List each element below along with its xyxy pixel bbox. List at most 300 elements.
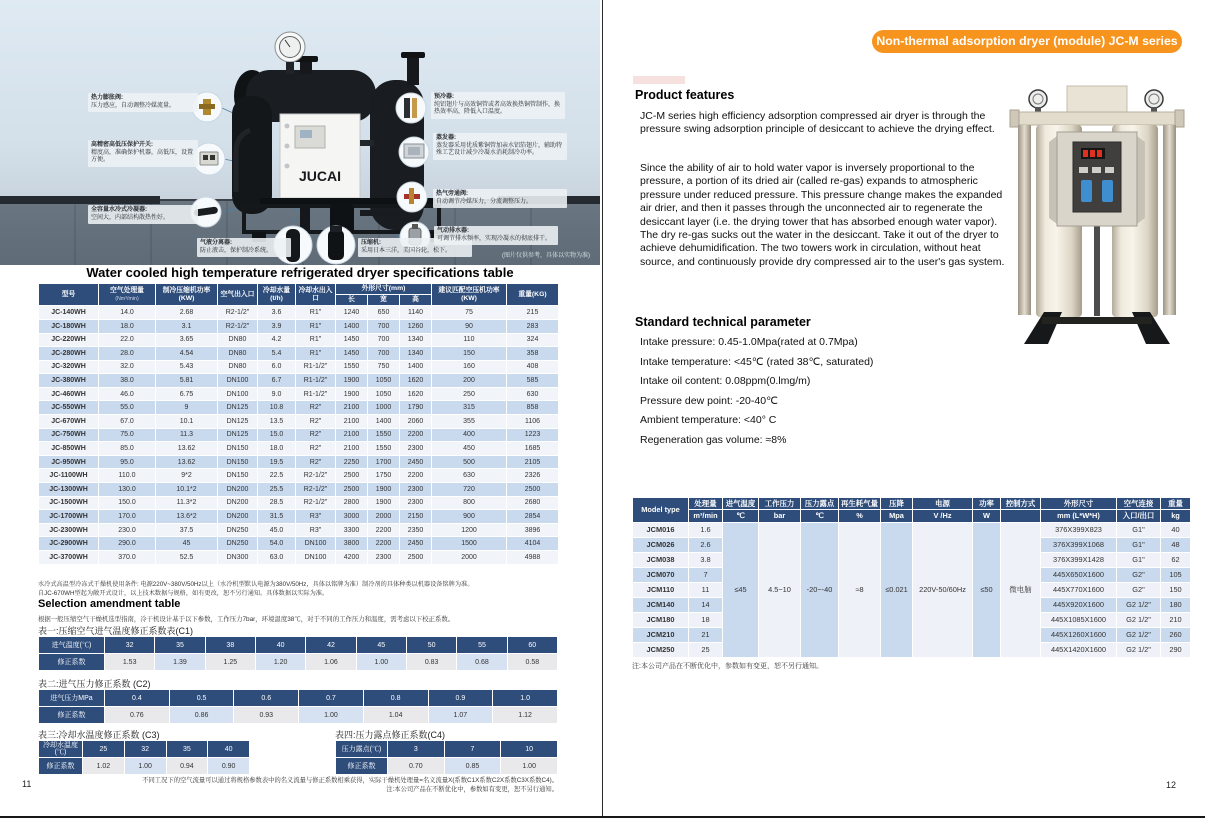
table-cell: DN80 xyxy=(218,333,258,347)
col-header: 入口/出口 xyxy=(1117,510,1161,522)
table-cell: 2100 xyxy=(336,442,368,456)
table-row xyxy=(39,523,559,537)
table-cell: 2200 xyxy=(368,537,400,551)
table-cell: 46.0 xyxy=(99,387,156,401)
table-cell: -20~-40 xyxy=(801,522,839,657)
table-row xyxy=(336,758,558,775)
callout-compressor: 压缩机: 采用日本三洋，美国谷轮，松下。 xyxy=(358,238,472,257)
col-header: Mpa xyxy=(881,510,913,522)
table-cell: 进气温度(℃) xyxy=(39,637,105,654)
table-cell: 2800 xyxy=(336,496,368,510)
callout-pressure-switch: 高精密高低压保护开关: 精度高，准确保护机器，高低压，设置方便。 xyxy=(88,140,198,167)
table-cell: DN100 xyxy=(218,387,258,401)
table-cell: 1200 xyxy=(432,523,507,537)
table-cell: 230.0 xyxy=(99,523,156,537)
table-cell: 进气压力MPa xyxy=(39,690,105,707)
page-number-right: 12 xyxy=(1166,780,1177,790)
table-cell: 105 xyxy=(1161,567,1191,582)
table-cell: 630 xyxy=(432,469,507,483)
table-cell: 21 xyxy=(689,627,723,642)
watercooled-dryer-photo xyxy=(0,0,600,265)
table-cell: 376X399X1068 xyxy=(1041,537,1117,552)
table-row xyxy=(39,442,559,456)
table-cell: JCM016 xyxy=(633,522,689,537)
table-cell: 微电脑 xyxy=(1001,522,1041,657)
table-cell: JCM250 xyxy=(633,642,689,657)
col-header: W xyxy=(973,510,1001,522)
table-cell: 445X920X1600 xyxy=(1041,597,1117,612)
table-cell: 25.5 xyxy=(258,483,296,497)
table-cell: 18 xyxy=(689,612,723,627)
technical-parameter-list xyxy=(640,336,1010,453)
table-cell: 1.00 xyxy=(356,654,406,671)
table-cell: 10 xyxy=(501,741,558,758)
selection-amendment-note: 根据一般压缩空气干燥机选型指南，冷干机设计基于以下参数，工作压力7bar，环境温度38℃，对于不同的工作压力和温度，需考虑以下校正系数。 xyxy=(38,616,455,623)
table-cell: DN300 xyxy=(218,551,258,565)
table-cell: 13.62 xyxy=(156,455,218,469)
table-row xyxy=(39,347,559,361)
table-cell: JCM038 xyxy=(633,552,689,567)
spec-table-notes xyxy=(38,580,558,598)
table-cell: JC-2300WH xyxy=(39,523,99,537)
table-cell: 22.0 xyxy=(99,333,156,347)
table-cell: JC-320WH xyxy=(39,360,99,374)
col-header xyxy=(1001,510,1041,522)
table-cell: JCM140 xyxy=(633,597,689,612)
table-cell: 376X399X823 xyxy=(1041,522,1117,537)
footer-line: 注:本公司产品在不断优化中，参数如有变更，恕不另行通知。 xyxy=(386,786,558,793)
right-foot xyxy=(1132,312,1170,344)
table-cell: 32.0 xyxy=(99,360,156,374)
table-cell: R2-1/2" xyxy=(218,319,258,333)
table-row xyxy=(39,319,559,333)
table-c4-label: 表四:压力露点修正系数(C4) xyxy=(335,730,446,740)
table-cell: 10.1 xyxy=(156,415,218,429)
table-cell: 3.65 xyxy=(156,333,218,347)
table-cell: JC-550WH xyxy=(39,401,99,415)
table-cell: 1260 xyxy=(400,319,432,333)
param-line: Intake oil content: 0.08ppm(0.lmg/m) xyxy=(640,375,811,387)
table-cell: 15.0 xyxy=(258,428,296,442)
table-cell: 50 xyxy=(406,637,456,654)
table-cell: 750 xyxy=(368,360,400,374)
table-cell: DN80 xyxy=(218,347,258,361)
pressure-switch-icon xyxy=(200,152,218,165)
table-cell: R2-1/2" xyxy=(296,469,336,483)
table-cell: 压力露点(℃) xyxy=(336,741,388,758)
table-cell: 45 xyxy=(356,637,406,654)
table-row xyxy=(39,510,559,524)
table-cell: JCM070 xyxy=(633,567,689,582)
table-cell: 10.8 xyxy=(258,401,296,415)
table-cell: DN250 xyxy=(218,537,258,551)
gauge-right-icon xyxy=(1145,90,1163,108)
param-line: Intake pressure: 0.45-1.0Mpa(rated at 0.7Mpa) xyxy=(640,336,858,348)
table-cell: 3.8 xyxy=(689,552,723,567)
table-cell: 0.9 xyxy=(428,690,493,707)
table-cell: JCM180 xyxy=(633,612,689,627)
table-cell: 1140 xyxy=(400,306,432,320)
table-cell: 67.0 xyxy=(99,415,156,429)
table-cell: 2500 xyxy=(507,483,559,497)
table-cell: 1550 xyxy=(368,442,400,456)
table-cell: G2 1/2" xyxy=(1117,612,1161,627)
table-cell: 3.1 xyxy=(156,319,218,333)
compressor-icon xyxy=(328,226,344,260)
table-cell: 1.6 xyxy=(689,522,723,537)
table-cell: 1900 xyxy=(336,387,368,401)
c4-dew-point-correction-table xyxy=(335,740,558,775)
table-cell: 150.0 xyxy=(99,496,156,510)
table-c1-label: 表一:压缩空气进气温度修正系数表(C1) xyxy=(38,626,194,636)
table-cell: 1900 xyxy=(368,483,400,497)
table-cell: 1400 xyxy=(336,319,368,333)
table-cell: 2250 xyxy=(336,455,368,469)
table-cell: 3.9 xyxy=(258,319,296,333)
table-cell: 4.5~10 xyxy=(759,522,801,657)
col-header: kg xyxy=(1161,510,1191,522)
table-cell: 95.0 xyxy=(99,455,156,469)
table-cell: 3800 xyxy=(336,537,368,551)
table-cell: 150 xyxy=(1161,582,1191,597)
table-cell: 1.12 xyxy=(493,707,558,724)
table-cell: 75 xyxy=(432,306,507,320)
table-cell: 2200 xyxy=(400,469,432,483)
table-cell: 400 xyxy=(432,428,507,442)
table-cell: G2" xyxy=(1117,582,1161,597)
table-cell: 1790 xyxy=(400,401,432,415)
evaporator-icon xyxy=(404,144,424,158)
top-manifold xyxy=(1014,112,1180,125)
table-cell: 10.1*2 xyxy=(156,483,218,497)
jcm-spec-table xyxy=(632,497,1191,658)
table-cell: 0.83 xyxy=(406,654,456,671)
table-cell: R1-1/2" xyxy=(296,360,336,374)
note-line: 水冷式高温型冷冻式干燥机使用条件: 电源220V~380V/50Hz以上（水冷机型默认电源为380V/50Hz，具体以铭牌为准）制冷剂的具体种类以机器设备铭牌为准。 xyxy=(38,581,474,588)
table-cell: 1400 xyxy=(400,360,432,374)
table-cell: DN100 xyxy=(296,551,336,565)
table-cell: 52.5 xyxy=(156,551,218,565)
table-cell: 1.20 xyxy=(255,654,305,671)
table-cell: 9.0 xyxy=(258,387,296,401)
table-cell: DN125 xyxy=(218,415,258,429)
right-column xyxy=(1163,125,1176,315)
table-cell: 445X770X1600 xyxy=(1041,582,1117,597)
table-cell: 0.90 xyxy=(208,758,250,775)
table-cell: G1" xyxy=(1117,552,1161,567)
table-cell: 1685 xyxy=(507,442,559,456)
table-cell: 4104 xyxy=(507,537,559,551)
top-block xyxy=(1067,86,1127,114)
table-cell: 38.0 xyxy=(99,374,156,388)
table-cell: 220V-50/60Hz xyxy=(913,522,973,657)
table-row xyxy=(39,758,250,775)
col-header: 工作压力 xyxy=(759,498,801,510)
table-cell: JC-1100WH xyxy=(39,469,99,483)
table-cell: 1900 xyxy=(336,374,368,388)
series-banner: Non-thermal adsorption dryer (module) JC-M series xyxy=(872,30,1182,53)
table-cell: 1750 xyxy=(368,469,400,483)
table-cell: 45 xyxy=(156,537,218,551)
table-cell: 1.39 xyxy=(155,654,205,671)
table-cell: G2" xyxy=(1117,567,1161,582)
col-header: 压力露点 xyxy=(801,498,839,510)
table-cell: R2-1/2" xyxy=(218,306,258,320)
table-cell: 2680 xyxy=(507,496,559,510)
table-cell: 1500 xyxy=(432,537,507,551)
table-cell: 32 xyxy=(105,637,155,654)
table-c2-label: 表二:进气压力修正系数 (C2) xyxy=(38,679,151,689)
table-row xyxy=(39,551,559,565)
table-cell: R3" xyxy=(296,523,336,537)
table-cell: 9*2 xyxy=(156,469,218,483)
table-cell: JC-3700WH xyxy=(39,551,99,565)
table-row xyxy=(39,483,559,497)
table-cell: 7 xyxy=(444,741,501,758)
table-cell: 290.0 xyxy=(99,537,156,551)
table-cell: 4200 xyxy=(336,551,368,565)
table-cell: JC-1300WH xyxy=(39,483,99,497)
table-row xyxy=(39,455,559,469)
table-cell: 630 xyxy=(507,387,559,401)
table-cell: G1" xyxy=(1117,522,1161,537)
col-header: 宽 xyxy=(368,295,400,306)
table-cell: 1.02 xyxy=(83,758,125,775)
col-header: 处理量 xyxy=(689,498,723,510)
table-cell: 445X1420X1600 xyxy=(1041,642,1117,657)
table-cell: R3" xyxy=(296,510,336,524)
col-header: 冷却水出入口 xyxy=(296,284,336,306)
table-cell: ≤50 xyxy=(973,522,1001,657)
table-cell: 7 xyxy=(689,567,723,582)
table-cell: 0.68 xyxy=(457,654,507,671)
col-header: 长 xyxy=(336,295,368,306)
table-cell: JC-950WH xyxy=(39,455,99,469)
table-cell: 2500 xyxy=(336,469,368,483)
table-cell: 60 xyxy=(507,637,557,654)
table-cell: 32 xyxy=(124,741,166,758)
table-cell: 9 xyxy=(156,401,218,415)
table-row xyxy=(39,374,559,388)
table-cell: 2500 xyxy=(336,483,368,497)
table-cell: 4988 xyxy=(507,551,559,565)
table-cell: 2450 xyxy=(400,537,432,551)
center-pipe xyxy=(1094,224,1100,316)
col-header: 高 xyxy=(400,295,432,306)
left-foot xyxy=(1024,312,1062,344)
col-header: 功率 xyxy=(973,498,1001,510)
table-cell: R1-1/2" xyxy=(296,374,336,388)
table-cell: 54.0 xyxy=(258,537,296,551)
callout-thermal-valve: 热力膨胀阀: 压力感应，自动调整冷媒流量。 xyxy=(88,93,198,112)
table-cell: 250 xyxy=(432,387,507,401)
left-page-footer xyxy=(38,776,558,794)
jcm-dryer-photo xyxy=(1008,84,1186,348)
table-cell: 85.0 xyxy=(99,442,156,456)
tower-indicator xyxy=(1081,180,1092,202)
table-cell: 858 xyxy=(507,401,559,415)
col-header: 建议匹配空压机功率(KW) xyxy=(432,284,507,306)
table-cell: ≤0.021 xyxy=(881,522,913,657)
table-cell: 1000 xyxy=(368,401,400,415)
c1-temperature-correction-table xyxy=(38,636,558,671)
table-cell: 1450 xyxy=(336,333,368,347)
table-row xyxy=(39,306,559,320)
panel-button xyxy=(1105,167,1114,173)
table-cell: 25 xyxy=(689,642,723,657)
col-header: 控制方式 xyxy=(1001,498,1041,510)
table-cell: 28.5 xyxy=(258,496,296,510)
col-header: % xyxy=(839,510,881,522)
col-header: 进气温度 xyxy=(723,498,759,510)
table-cell: 2300 xyxy=(368,551,400,565)
table-cell: 0.58 xyxy=(507,654,557,671)
table-cell: 1340 xyxy=(400,333,432,347)
table-cell: ≈8 xyxy=(839,522,881,657)
table-c3-label: 表三:冷却水温度修正系数 (C3) xyxy=(38,730,160,740)
table-cell: 13.62 xyxy=(156,442,218,456)
table-cell: DN150 xyxy=(218,455,258,469)
table-cell: 2200 xyxy=(368,523,400,537)
col-header: 冷却水量(t/h) xyxy=(258,284,296,306)
table-cell: 1.00 xyxy=(501,758,558,775)
table-cell: R2-1/2" xyxy=(296,496,336,510)
table-cell: 324 xyxy=(507,333,559,347)
table-cell: 2300 xyxy=(400,442,432,456)
table-cell: 4.2 xyxy=(258,333,296,347)
table-cell: 修正系数 xyxy=(39,654,105,671)
table-cell: 1240 xyxy=(336,306,368,320)
technical-parameter-heading: Standard technical parameter xyxy=(635,315,811,329)
table-cell: 11.3 xyxy=(156,428,218,442)
table-cell: JCM026 xyxy=(633,537,689,552)
table-cell: 200 xyxy=(432,374,507,388)
table-cell: R1" xyxy=(296,347,336,361)
table-cell: 1.53 xyxy=(105,654,155,671)
col-header: 电源 xyxy=(913,498,973,510)
table-row xyxy=(39,537,559,551)
table-cell: DN200 xyxy=(218,510,258,524)
table-cell: 210 xyxy=(1161,612,1191,627)
table-cell: 5.43 xyxy=(156,360,218,374)
table-cell: 2300 xyxy=(400,496,432,510)
table-cell: 585 xyxy=(507,374,559,388)
table-cell: R2-1/2" xyxy=(296,483,336,497)
table-cell: JC-220WH xyxy=(39,333,99,347)
table-cell: 215 xyxy=(507,306,559,320)
table-cell: 修正系数 xyxy=(39,707,105,724)
col-header: Model type xyxy=(633,498,689,523)
table-cell: 1106 xyxy=(507,415,559,429)
brand-logo: JUCAI xyxy=(298,168,342,184)
watercooled-spec-table xyxy=(38,283,559,565)
panel-button xyxy=(1092,167,1101,173)
table-cell: 1620 xyxy=(400,374,432,388)
print-artifact xyxy=(633,76,685,84)
col-header: bar xyxy=(759,510,801,522)
table-cell: 3000 xyxy=(336,510,368,524)
table-cell: 75.0 xyxy=(99,428,156,442)
table-row xyxy=(39,690,558,707)
table-cell: 0.93 xyxy=(234,707,299,724)
c3-cooling-water-correction-table xyxy=(38,740,250,775)
table-row xyxy=(39,496,559,510)
table-cell: 1.06 xyxy=(306,654,356,671)
table-cell: 4.54 xyxy=(156,347,218,361)
table-row xyxy=(39,401,559,415)
table-cell: 3 xyxy=(388,741,445,758)
col-header: 空气连接 xyxy=(1117,498,1161,510)
table-cell: 1.07 xyxy=(428,707,493,724)
table-cell: R1" xyxy=(296,333,336,347)
jcm-table-note: 注:本公司产品在不断优化中，参数如有变更，恕不另行通知。 xyxy=(632,663,823,670)
table-cell: 0.7 xyxy=(299,690,364,707)
table-row xyxy=(39,637,558,654)
table-cell: 40 xyxy=(208,741,250,758)
table-cell: 2450 xyxy=(400,455,432,469)
table-cell: 2326 xyxy=(507,469,559,483)
table-cell: 2.6 xyxy=(689,537,723,552)
footer-line: 不同工况下的空气流量可以通过将规格参数表中的名义流量与修正系数相乘获得，实际干燥机处理量=名义流量X(系数C1X系数C2X系数C3X系数C4)。 xyxy=(142,777,558,784)
table-cell: 2000 xyxy=(432,551,507,565)
table-cell: R1" xyxy=(296,306,336,320)
table-cell: 1.00 xyxy=(299,707,364,724)
table-cell: JC-380WH xyxy=(39,374,99,388)
table-cell: 2100 xyxy=(336,401,368,415)
table-cell: 0.5 xyxy=(169,690,234,707)
table-row xyxy=(39,333,559,347)
table-cell: DN80 xyxy=(218,360,258,374)
col-header: 重量(KG) xyxy=(507,284,559,306)
table-cell: 355 xyxy=(432,415,507,429)
table-cell: JC-750WH xyxy=(39,428,99,442)
table-cell: 62 xyxy=(1161,552,1191,567)
table-cell: 1550 xyxy=(336,360,368,374)
table-cell: DN150 xyxy=(218,442,258,456)
table-cell: G2 1/2" xyxy=(1117,627,1161,642)
table-cell: G1" xyxy=(1117,537,1161,552)
table-cell: 283 xyxy=(507,319,559,333)
callout-evaporator: 蒸发器: 蒸发器采用优质紫铜管加亲水铝箔翅片，辅助特殊工艺设计减少冷凝水消耗制冷功率。 xyxy=(433,133,567,160)
table-cell: DN200 xyxy=(218,496,258,510)
table-cell: 2105 xyxy=(507,455,559,469)
table-cell: 42 xyxy=(306,637,356,654)
table-cell: JC-1700WH xyxy=(39,510,99,524)
table-cell: 700 xyxy=(368,347,400,361)
table-cell: JC-850WH xyxy=(39,442,99,456)
table-cell: 290 xyxy=(1161,642,1191,657)
table-row xyxy=(39,428,559,442)
param-line: Regeneration gas volume: ≈8% xyxy=(640,433,787,446)
table-cell: 14.0 xyxy=(99,306,156,320)
table-cell: 修正系数 xyxy=(39,758,83,775)
col-header: 型号 xyxy=(39,284,99,306)
table-cell: 1340 xyxy=(400,347,432,361)
table-cell: 2350 xyxy=(400,523,432,537)
table-cell: R2" xyxy=(296,415,336,429)
table-cell: 1550 xyxy=(368,428,400,442)
col-header: mm (L*W*H) xyxy=(1041,510,1117,522)
table-cell: 40 xyxy=(1161,522,1191,537)
table-cell: JCM110 xyxy=(633,582,689,597)
features-paragraph: JC-M series high efficiency adsorption compressed air dryer is through the pressure swing adsorption principle of desiccant to achieve the drying effect. xyxy=(640,110,995,136)
table-cell: 445X1085X1600 xyxy=(1041,612,1117,627)
table-cell: 22.5 xyxy=(258,469,296,483)
table-cell: 700 xyxy=(368,319,400,333)
table-cell: 170.0 xyxy=(99,510,156,524)
table-cell: JC-280WH xyxy=(39,347,99,361)
table-row xyxy=(633,522,1191,537)
